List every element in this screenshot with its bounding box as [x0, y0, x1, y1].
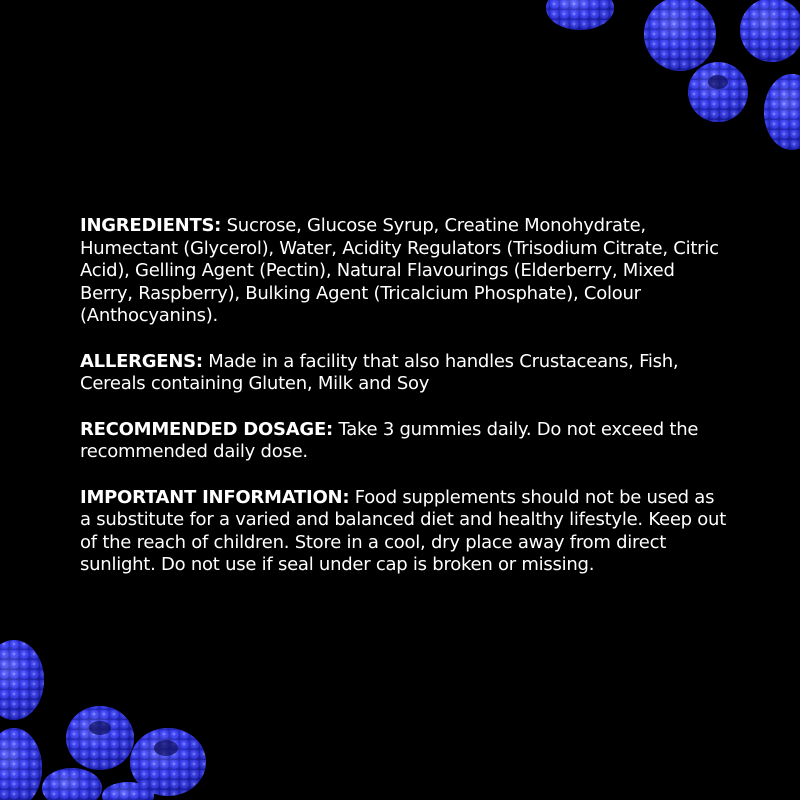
raspberry-icon [42, 768, 102, 800]
important-information-section [80, 487, 730, 577]
dosage-section [80, 419, 730, 464]
allergens-text: Made in a facility that also handles Crustaceans, Fish, Cereals containing Gluten, Milk and Soy [80, 350, 679, 394]
raspberry-icon [66, 706, 134, 770]
raspberry-icon [66, 706, 134, 770]
dosage-text: Take 3 gummies daily. Do not exceed the recommended daily dose. [80, 418, 699, 462]
allergens-heading: ALLERGENS: [80, 350, 203, 372]
raspberry-icon [546, 0, 614, 30]
raspberry-icon [740, 0, 800, 62]
ingredients-text: Sucrose, Glucose Syrup, Creatine Monohydrate, Humectant (Glycerol), Water, Acidity Regulators (Trisodium Citrate, Citric Acid), Gelling Agent (Pectin), Natural Flavourings (Elderberry, Mixed Berry, Raspberry), Bulking Agent (Tricalcium Phosphate), Colour (Anthocyanins). [80, 215, 719, 326]
raspberry-icon [764, 74, 800, 150]
raspberry-icon [0, 728, 42, 800]
raspberry-icon [644, 0, 716, 71]
raspberry-icon [688, 62, 748, 122]
allergens-section [80, 351, 730, 396]
ingredients-heading: INGREDIENTS: [80, 215, 222, 236]
raspberry-icon [764, 74, 800, 150]
important-information-heading: IMPORTANT INFORMATION: [80, 486, 350, 508]
raspberry-icon [546, 0, 614, 30]
raspberry-icon [130, 728, 206, 796]
raspberry-cluster-bottom-left [0, 640, 206, 800]
raspberry-icon [0, 640, 44, 720]
raspberry-icon [688, 62, 748, 122]
important-information-text: Food supplements should not be used as a substitute for a varied and balanced diet and healthy lifestyle. Keep out of the reach of children. Store in a cool, dry place away from direct sunlight. Do not use if seal under cap is broken or missing. [80, 486, 727, 575]
raspberry-icon [0, 640, 44, 720]
raspberry-icon [102, 782, 154, 800]
ingredients-section [80, 215, 730, 328]
raspberry-icon [102, 782, 154, 800]
raspberry-icon [0, 728, 42, 800]
raspberry-icon [644, 0, 716, 71]
raspberry-icon [130, 728, 206, 796]
raspberry-cluster-top-right [546, 0, 800, 150]
dosage-heading: RECOMMENDED DOSAGE: [80, 418, 333, 440]
raspberry-icon [740, 0, 800, 62]
raspberry-icon [42, 768, 102, 800]
product-label-text [80, 215, 730, 600]
